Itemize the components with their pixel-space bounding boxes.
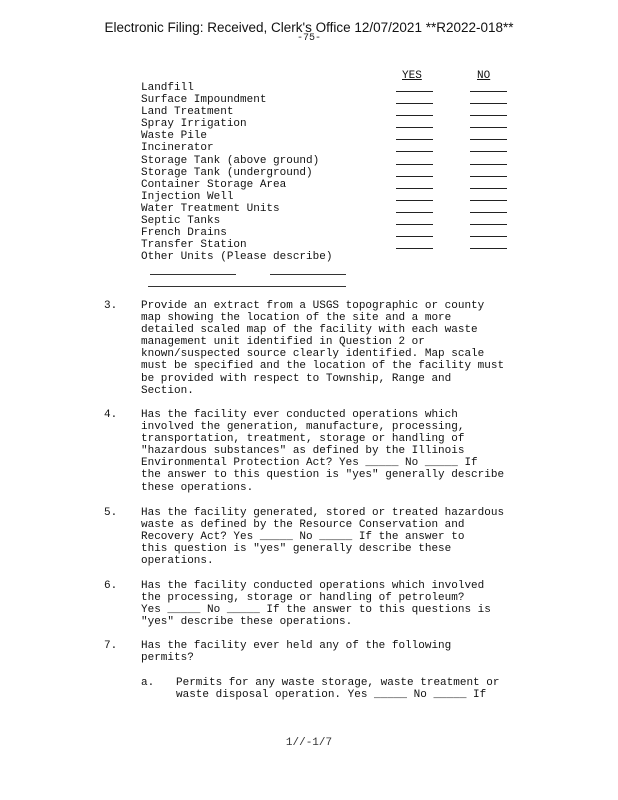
other-describe-line-1b[interactable] (270, 274, 346, 275)
no-blank[interactable] (470, 248, 507, 249)
unit-row-landfill (141, 82, 521, 94)
yes-blank[interactable] (396, 139, 433, 140)
unit-label: Incinerator (141, 142, 214, 155)
no-column-header: NO (477, 70, 491, 82)
unit-label: Water Treatment Units (141, 202, 280, 215)
unit-label: Transfer Station (141, 239, 247, 252)
no-blank[interactable] (470, 127, 507, 128)
yes-blank[interactable] (396, 188, 433, 189)
unit-label: Storage Tank (underground) (141, 166, 313, 179)
question-text: Has the facility ever conducted operations which involved the generation, manufacture, processing, transportation, treatment, storage or handling of "hazardous substances" as defined by the Illinois Environmental Protection Act? Yes _____ No _____ If the answer to this question is "yes" generally describe these operations. (141, 409, 505, 494)
no-blank[interactable] (470, 115, 507, 116)
unit-label: Waste Pile (141, 130, 208, 143)
other-describe-line-2[interactable] (148, 286, 346, 287)
unit-label: Injection Well (141, 190, 234, 203)
yes-blank[interactable] (396, 164, 433, 165)
unit-label: Storage Tank (above ground) (141, 154, 320, 167)
unit-row-water-treatment (141, 203, 521, 215)
yes-blank[interactable] (396, 151, 433, 152)
unit-row-french-drains (141, 227, 521, 239)
unit-row-waste-pile (141, 130, 521, 142)
question-number: 3. (104, 300, 118, 312)
yes-blank[interactable] (396, 200, 433, 201)
unit-label: Land Treatment (141, 106, 234, 119)
yes-blank[interactable] (396, 212, 433, 213)
unit-row-spray-irrigation (141, 118, 521, 130)
subitem-text: Permits for any waste storage, waste treatment or waste disposal operation. Yes _____ No _____ If (176, 677, 500, 702)
filing-stamp: Electronic Filing: Received, Clerk's Office 12/07/2021 **R2022-018** (104, 20, 514, 35)
question-text: Has the facility ever held any of the following permits? (141, 640, 452, 665)
unit-row-other-units (141, 251, 521, 263)
unit-row-septic-tanks (141, 215, 521, 227)
waste-unit-table (141, 82, 521, 263)
yes-blank[interactable] (396, 115, 433, 116)
unit-row-injection-well (141, 191, 521, 203)
no-blank[interactable] (470, 103, 507, 104)
yes-column-header: YES (402, 70, 422, 82)
question-number: 6. (104, 580, 118, 592)
unit-label: Spray Irrigation (141, 118, 247, 131)
yes-blank[interactable] (396, 176, 433, 177)
page-number: -75- (296, 33, 321, 44)
yes-blank[interactable] (396, 236, 433, 237)
yes-blank[interactable] (396, 103, 433, 104)
unit-label: Container Storage Area (141, 178, 287, 191)
no-blank[interactable] (470, 176, 507, 177)
unit-row-storage-tank-above (141, 155, 521, 167)
unit-label: Landfill (141, 82, 194, 94)
unit-row-incinerator (141, 142, 521, 154)
no-blank[interactable] (470, 224, 507, 225)
yes-blank[interactable] (396, 91, 433, 92)
question-number: 4. (104, 409, 118, 421)
footer-page-ref: 1//-1/7 (285, 737, 333, 749)
question-text: Provide an extract from a USGS topographic or county map showing the location of the site and a more detailed scaled map of the facility with each waste management unit identified in Question 2 or known/suspected source clearly identified. Map scale must be specified and the location of the facility must be provided with respect to Township, Range and Section. (141, 300, 505, 397)
question-text: Has the facility generated, stored or treated hazardous waste as defined by the Resource Conservation and Recovery Act? Yes _____ No _____ If the answer to this question is "yes" generally describe these operations. (141, 507, 505, 568)
unit-label: Other Units (Please describe) (141, 251, 333, 264)
other-describe-line-1a[interactable] (150, 274, 236, 275)
yes-blank[interactable] (396, 127, 433, 128)
unit-label: French Drains (141, 227, 227, 240)
unit-label: Septic Tanks (141, 215, 221, 228)
unit-label: Surface Impoundment (141, 94, 267, 107)
no-blank[interactable] (470, 91, 507, 92)
yes-blank[interactable] (396, 248, 433, 249)
no-blank[interactable] (470, 139, 507, 140)
unit-row-container-storage (141, 179, 521, 191)
no-blank[interactable] (470, 164, 507, 165)
no-blank[interactable] (470, 200, 507, 201)
question-number: 7. (104, 640, 118, 652)
no-blank[interactable] (470, 151, 507, 152)
unit-row-storage-tank-under (141, 167, 521, 179)
no-blank[interactable] (470, 236, 507, 237)
unit-row-land-treatment (141, 106, 521, 118)
subitem-letter: a. (141, 677, 155, 689)
unit-row-surface-impoundment (141, 94, 521, 106)
question-text: Has the facility conducted operations which involved the processing, storage or handling of petroleum? Yes _____ No _____ If the answer to this questions is "yes" describe these operations. (141, 580, 491, 629)
unit-row-transfer-station (141, 239, 521, 251)
question-number: 5. (104, 507, 118, 519)
no-blank[interactable] (470, 212, 507, 213)
yes-blank[interactable] (396, 224, 433, 225)
no-blank[interactable] (470, 188, 507, 189)
